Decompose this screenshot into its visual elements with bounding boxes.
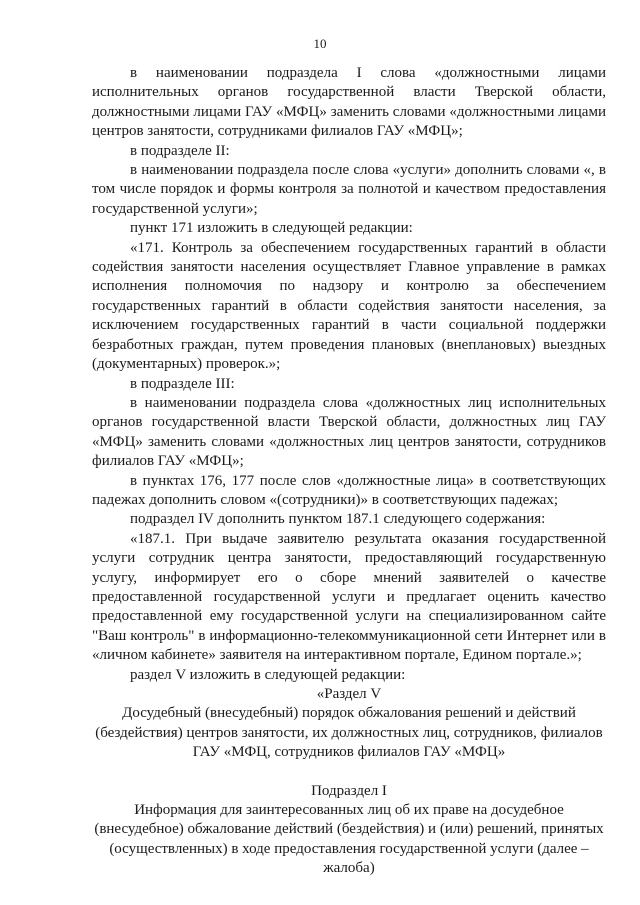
paragraph: пункт 171 изложить в следующей редакции:	[130, 220, 413, 237]
paragraph: «171. Контроль за обеспечением государственных гарантий в области содействия занятости населения осуществляет Главное управление в рамках исполнения полномочия по надзору и контролю за обеспечением государственных гарантий в области содействия занятости населения, за исключением государственных гарантий в части социальной поддержки безработных граждан, путем проведения плановых (внеплановых) выездных (документарных) проверок.»;	[92, 239, 606, 373]
paragraph: подраздел IV дополнить пунктом 187.1 следующего содержания:	[130, 511, 546, 528]
paragraph: в подразделе II:	[130, 142, 230, 159]
section-title: Досудебный (внесудебный) порядок обжалования решений и действий (бездействия) центров занятости, их должностных лиц, сотрудников, филиалов ГАУ «МФЦ, сотрудников филиалов ГАУ «МФЦ»	[95, 705, 603, 761]
document-body	[92, 64, 606, 879]
section-label: «Раздел V	[316, 686, 382, 702]
page-number: 10	[313, 36, 327, 51]
paragraph: в наименовании подраздела I слова «должностными лицами исполнительных органов государственной власти Тверской области, должностными лицами ГАУ «МФЦ» заменить словами «должностными лицами центров занятости, сотрудниками филиалов ГАУ «МФЦ»;	[92, 65, 606, 140]
subsection-title: Информация для заинтересованных лиц об их праве на досудебное (внесудебное) обжалование действий (бездействия) и (или) решений, принятых (осуществленных) в ходе предоставления государственной услуги (далее – жалоба)	[94, 802, 604, 877]
paragraph: в наименовании подраздела слова «должностных лиц исполнительных органов государственной власти Тверской области, должностных лиц ГАУ «МФЦ» заменить словами «должностных лиц центров занятости, сотрудников филиалов ГАУ «МФЦ»;	[92, 394, 606, 470]
paragraph: в пунктах 176, 177 после слов «должностные лица» в соответствующих падежах дополнить словом «(сотрудники)» в соответствующих падежах;	[92, 472, 606, 508]
paragraph: «187.1. При выдаче заявителю результата оказания государственной услуги сотрудник центра занятости, предоставляющий государственную услугу, информирует его о сборе мнений заявителей о качестве предоставленной государственной услуги и предлагает оценить качество предоставленной ему государственной услуги на специализированном сайте "Ваш контроль" в информационно-телекоммуникационной сети Интернет или в «личном кабинете» заявителя на интерактивном портале, Едином портале.»;	[92, 530, 606, 664]
subsection-label: Подраздел I	[311, 782, 387, 799]
paragraph: в наименовании подраздела после слова «услуги» дополнить словами «, в том числе порядок и формы контроля за полнотой и качеством предоставления государственной услуги»;	[92, 162, 606, 217]
paragraph: в подразделе III:	[130, 375, 235, 392]
paragraph: раздел V изложить в следующей редакции:	[130, 666, 406, 683]
